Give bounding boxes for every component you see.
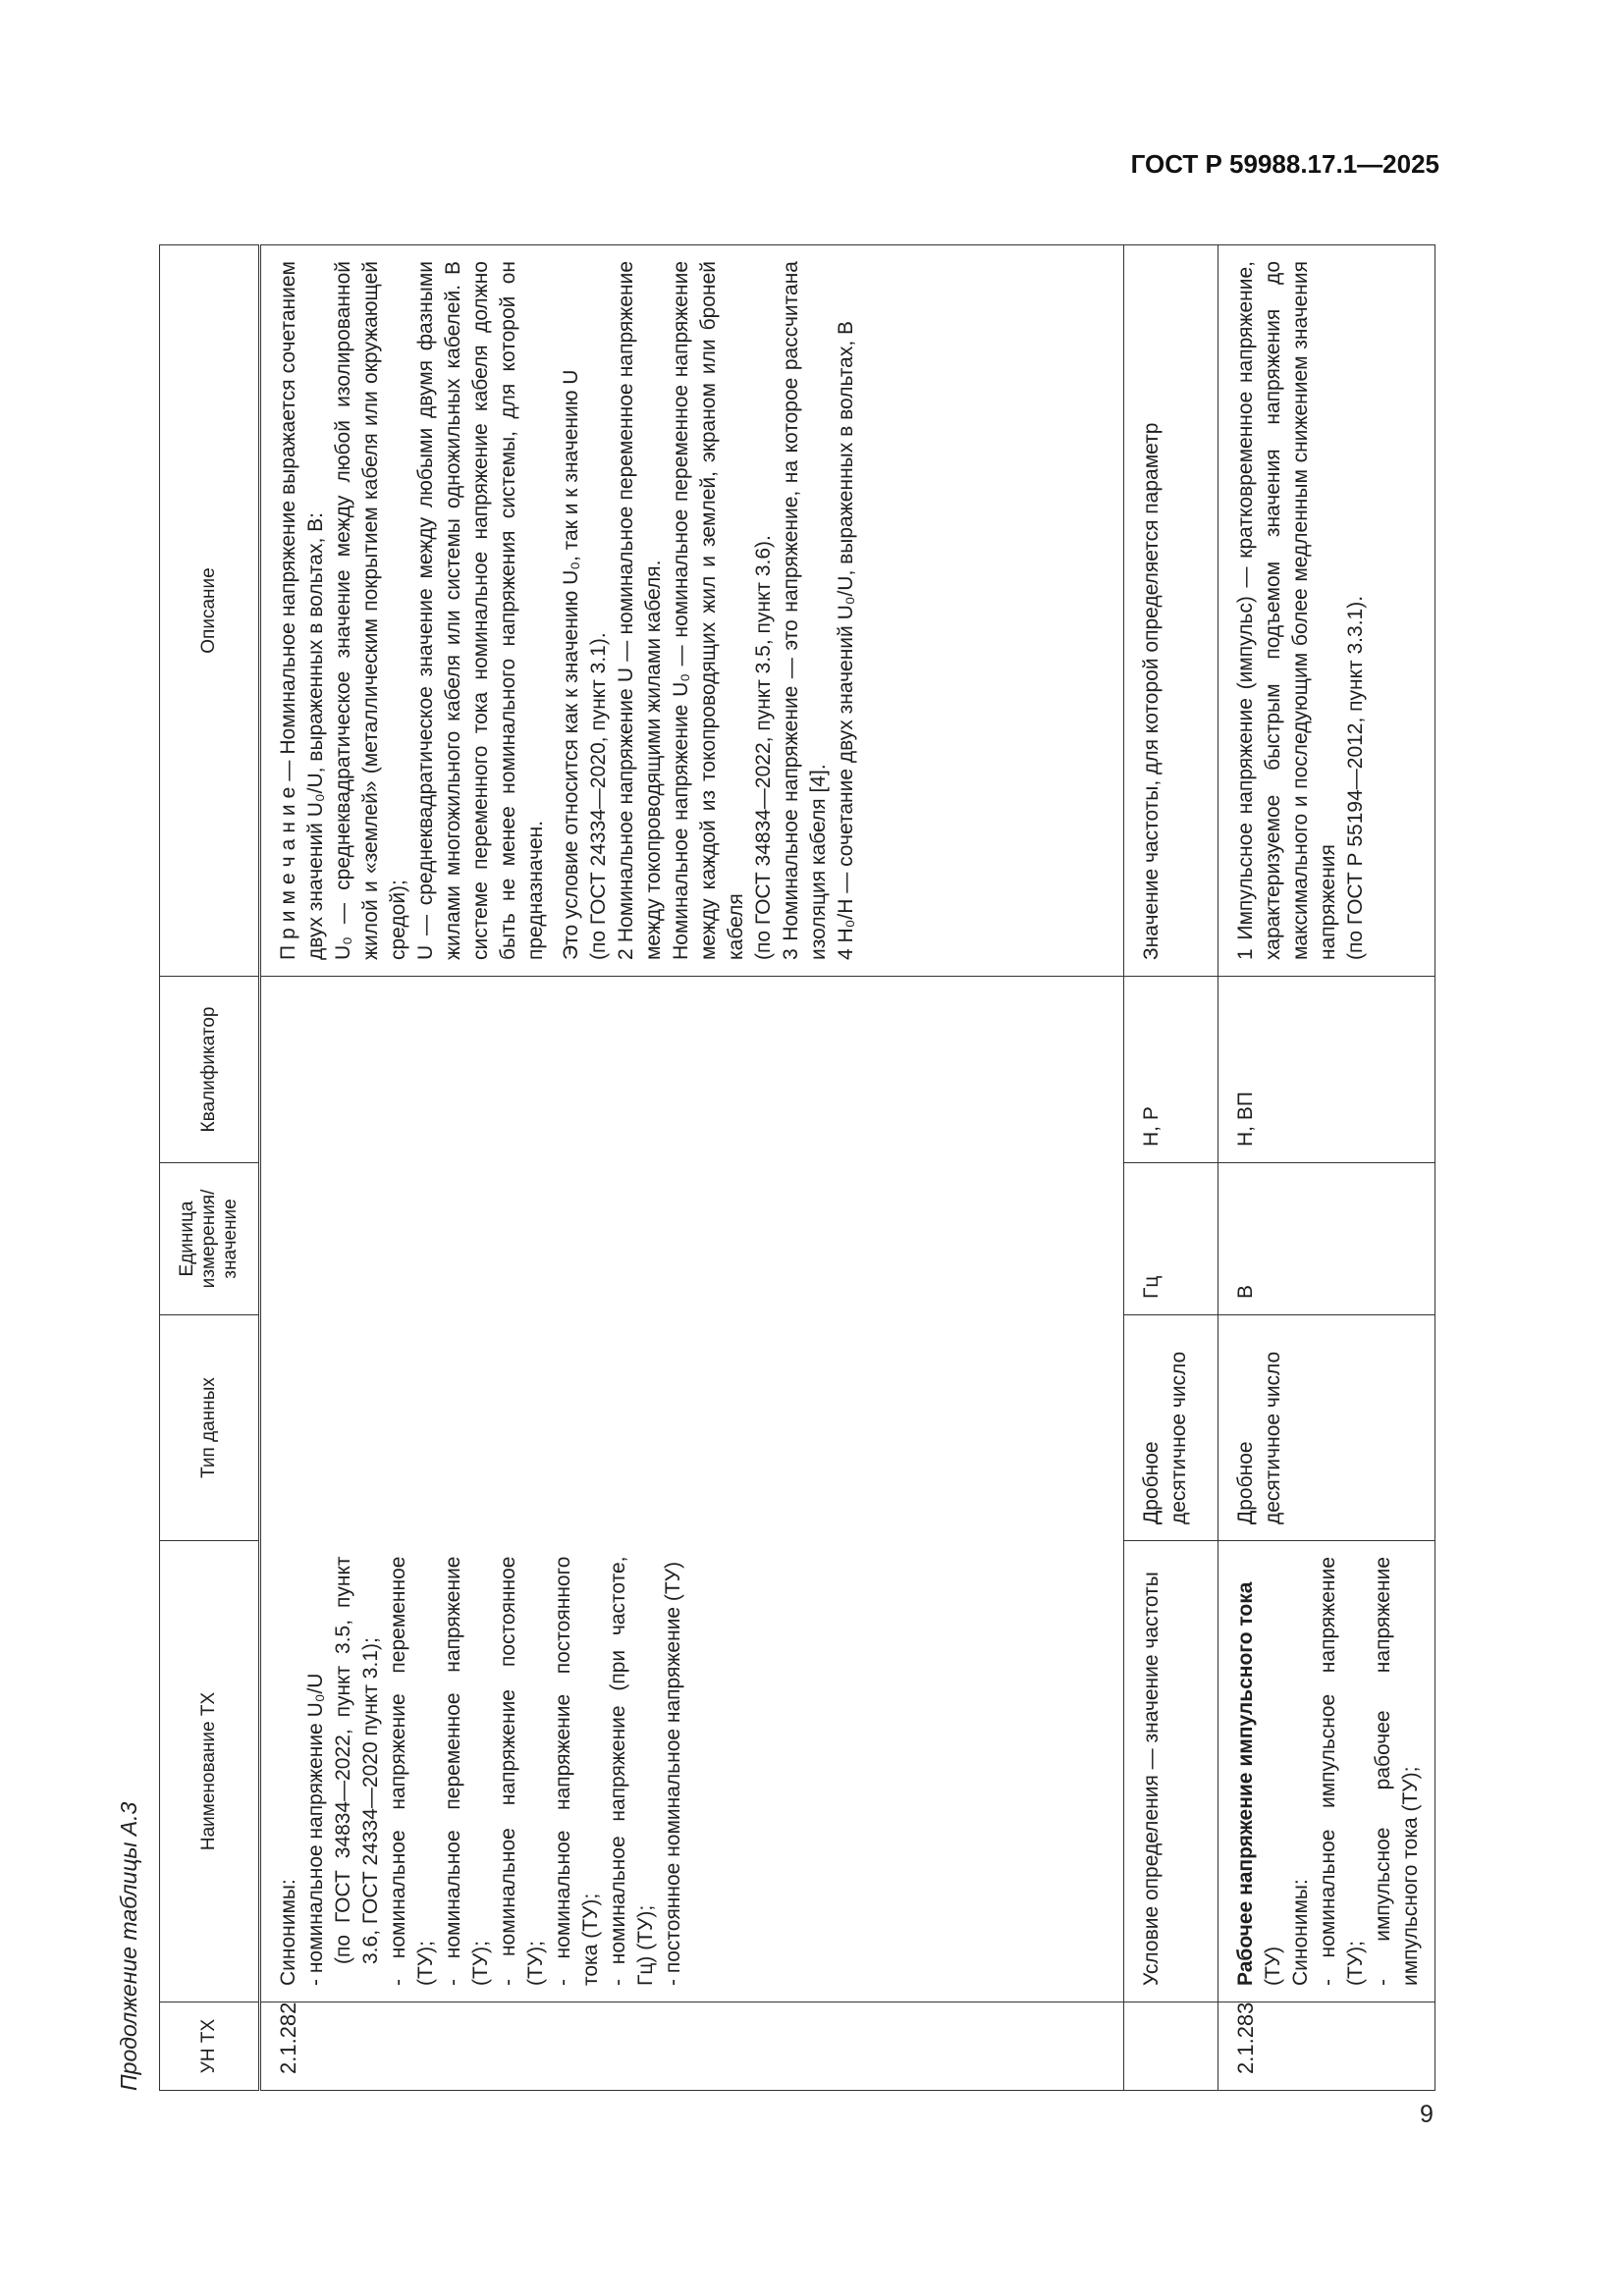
qualifier-cell: Н, Р [1124,977,1218,1163]
column-header-data-type: Тип данных [160,1315,260,1541]
table-row [1218,245,1435,2091]
table-row [260,245,1124,2091]
column-header-description: Описание [160,245,260,977]
name-cell: Синонимы: - номинальное напряжение U₀/U (по ГОСТ 34834—2022, пункт 3.5, пункт 3.6, ГОСТ 24334—2020 пункт 3.1); - номинальное напряжение переменное (ТУ); - номинальное переменное напряжение (ТУ); - номинальное напряжение постоянное (ТУ); - номинальное напряжение постоянного тока (ТУ); - номинальное напряжение (при частоте, Гц) (ТУ); - постоянное номинальное напряжение (ТУ) [260,1541,1124,2002]
description-cell: Значение частоты, для которой определяется параметр [1124,245,1218,977]
data-type-cell: Дробное десятичное число [1124,1315,1218,1541]
column-header-unit: Единица измерения/ значение [160,1163,260,1315]
characteristics-table [159,244,1435,2091]
data-type-cell [260,1315,1124,1541]
row-id [1124,2002,1218,2091]
table-continuation-label: Продолжение таблицы А.3 [116,1801,141,2091]
rotated-table-page [116,245,1422,2091]
description-cell: П р и м е ч а н и е — Номинальное напряжение выражается сочетанием двух значений U₀/U, выраженных в вольтах, В: U₀ — среднеквадратическое значение между любой изолированной жилой и «землей» (металлическим покрытием кабеля или окружающей средой); U — среднеквадратическое значение между любыми двумя фазными жилами многожильного кабеля или системы одножильных кабелей. В системе переменного тока номинальное напряжение кабеля должно быть не менее номинального напряжения системы, для которой он предназначен. Это условие относится как к значению U₀, так и к значению U (по ГОСТ 24334—2020, пункт 3.1). 2 Номинальное напряжение U — номинальное переменное напряжение между токопроводящими жилами кабеля. Номинальное напряжение U₀ — номинальное переменное напряжение между каждой из токопроводящих жил и землей, экраном или броней кабеля (по ГОСТ 34834—2022, пункт 3.5, пункт 3.6). 3 Номинальное напряжение — это напряжение, на которое рассчитана изоляция кабеля [4]. 4 H₀/H — сочетание двух значений U₀/U, выраженных в вольтах, В [260,245,1124,977]
row-id: 2.1.282 [260,2002,1124,2091]
standard-code: ГОСТ Р 59988.17.1—2025 [1130,149,1439,179]
description-cell: 1 Импульсное напряжение (импульс) — кратковременное напряжение, характеризуемое быстрым подъемом значения напряжения до максимального и последующим более медленным снижением значения напряжения (по ГОСТ Р 55194—2012, пункт 3.3.1). [1218,245,1435,977]
qualifier-cell: Н, ВП [1218,977,1435,1163]
unit-cell: В [1218,1163,1435,1315]
unit-cell [260,1163,1124,1315]
column-header-qualifier: Квалификатор [160,977,260,1163]
characteristic-title: Рабочее напряжение импульсного тока [1234,1581,1257,1986]
column-header-id: УН ТХ [160,2002,260,2091]
qualifier-cell [260,977,1124,1163]
page-number: 9 [1420,2101,1434,2128]
data-type-cell: Дробное десятичное число [1218,1315,1435,1541]
column-header-name: Наименование ТХ [160,1541,260,2002]
table-row [1124,245,1218,2091]
table-header-row [160,245,260,2091]
row-id: 2.1.283 [1218,2002,1435,2091]
name-cell: Условие определения — значение частоты [1124,1541,1218,2002]
unit-cell: Гц [1124,1163,1218,1315]
name-cell: Рабочее напряжение импульсного тока (ТУ) Синонимы: - номинальное импульсное напряжение (ТУ); - импульсное рабочее напряжение импульсного тока (ТУ); [1218,1541,1435,2002]
